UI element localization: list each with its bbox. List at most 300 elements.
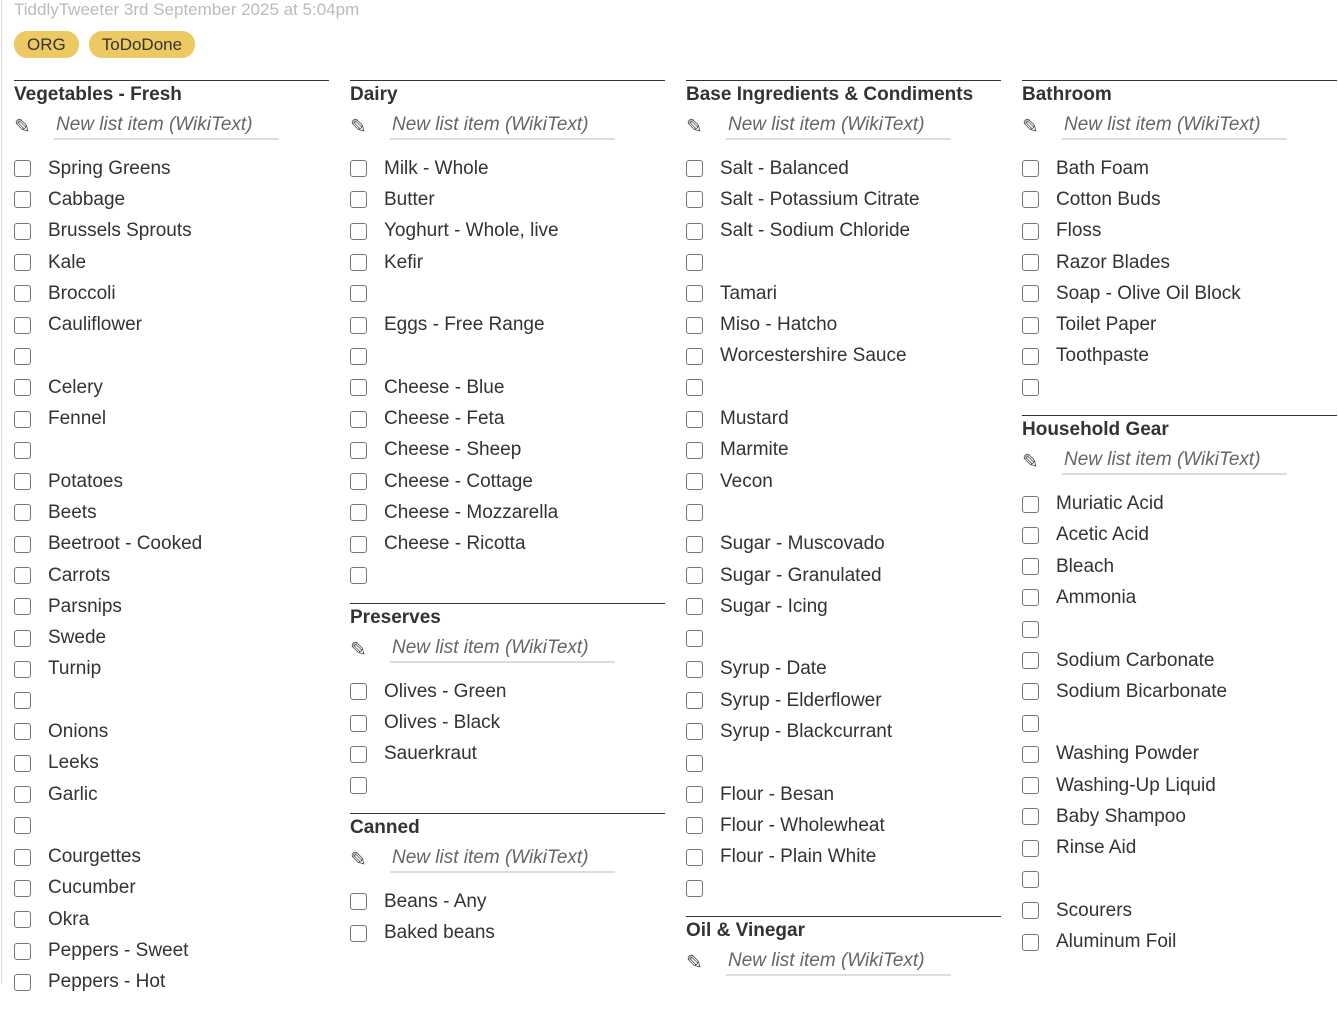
item-checkbox[interactable]	[1022, 589, 1039, 606]
list-item	[1022, 216, 1337, 247]
item-checkbox[interactable]	[686, 630, 703, 647]
item-label: Sugar - Granulated	[720, 564, 882, 586]
item-checkbox[interactable]	[350, 411, 367, 428]
item-label: Brussels Sprouts	[48, 220, 192, 242]
item-checkbox[interactable]	[350, 191, 367, 208]
item-checkbox[interactable]	[14, 692, 31, 709]
new-list-item-input[interactable]	[1062, 447, 1287, 475]
list-item	[1022, 247, 1337, 278]
checklist	[686, 145, 1001, 904]
list-item	[14, 904, 329, 935]
item-label: Salt - Sodium Chloride	[720, 220, 911, 242]
list-item	[14, 435, 329, 466]
list-item	[350, 153, 665, 184]
list-item	[686, 184, 1001, 215]
item-label: Cauliflower	[48, 314, 142, 336]
list-item	[1022, 739, 1337, 770]
item-label: Beets	[48, 501, 97, 523]
item-label: Olives - Black	[384, 712, 501, 734]
list-item	[1022, 707, 1337, 738]
item-label: Scourers	[1056, 899, 1133, 921]
new-item-row	[1022, 442, 1337, 480]
item-checkbox[interactable]	[686, 598, 703, 615]
item-checkbox[interactable]	[1022, 808, 1039, 825]
list-item	[14, 622, 329, 653]
item-checkbox[interactable]	[1022, 934, 1039, 951]
list-item	[350, 560, 665, 591]
checklist	[1022, 480, 1337, 957]
item-checkbox[interactable]	[350, 925, 367, 942]
item-label: Sauerkraut	[384, 743, 477, 765]
item-label: Cheese - Ricotta	[384, 533, 526, 555]
item-label: Sugar - Muscovado	[720, 533, 885, 555]
item-label: Bath Foam	[1056, 157, 1149, 179]
new-list-item-input[interactable]	[390, 845, 615, 873]
item-checkbox[interactable]	[14, 786, 31, 803]
item-checkbox[interactable]	[350, 379, 367, 396]
section-title: Bathroom	[1022, 84, 1112, 105]
item-checkbox[interactable]	[14, 849, 31, 866]
item-checkbox[interactable]	[14, 943, 31, 960]
list-column	[350, 80, 665, 961]
item-label: Flour - Wholewheat	[720, 814, 885, 836]
list-item	[686, 403, 1001, 434]
item-label: Sodium Carbonate	[1056, 649, 1215, 671]
list-item	[686, 622, 1001, 653]
item-checkbox[interactable]	[1022, 746, 1039, 763]
list-item	[1022, 801, 1337, 832]
list-column	[14, 80, 329, 1010]
list-item	[350, 372, 665, 403]
item-checkbox[interactable]	[350, 442, 367, 459]
list-item	[1022, 153, 1337, 184]
list-section-vegetables-fresh	[14, 80, 329, 998]
item-checkbox[interactable]	[350, 223, 367, 240]
item-checkbox[interactable]	[350, 777, 367, 794]
item-checkbox[interactable]	[1022, 902, 1039, 919]
item-label: Garlic	[48, 783, 98, 805]
list-section-canned	[350, 813, 665, 949]
new-item-row	[350, 107, 665, 145]
list-item	[1022, 309, 1337, 340]
list-item	[14, 685, 329, 716]
list-item	[686, 435, 1001, 466]
item-checkbox[interactable]	[350, 567, 367, 584]
item-checkbox[interactable]	[14, 442, 31, 459]
item-checkbox[interactable]	[14, 567, 31, 584]
item-label: Syrup - Elderflower	[720, 689, 882, 711]
list-item	[14, 341, 329, 372]
item-label: Mustard	[720, 408, 789, 430]
pencil-icon: ✎	[1022, 116, 1039, 138]
pencil-icon: ✎	[1022, 451, 1039, 474]
item-checkbox[interactable]	[686, 661, 703, 678]
item-label: Spring Greens	[48, 157, 171, 179]
item-checkbox[interactable]	[686, 880, 703, 897]
list-item	[686, 560, 1001, 591]
item-checkbox[interactable]	[350, 285, 367, 302]
item-label: Flour - Besan	[720, 783, 835, 805]
list-column	[1022, 80, 1337, 970]
item-checkbox[interactable]	[686, 379, 703, 396]
item-checkbox[interactable]	[14, 817, 31, 834]
list-item	[350, 739, 665, 770]
item-label: Baby Shampoo	[1056, 805, 1186, 827]
item-checkbox[interactable]	[686, 191, 703, 208]
item-checkbox[interactable]	[14, 755, 31, 772]
list-item	[14, 716, 329, 747]
list-item	[14, 748, 329, 779]
item-label: Butter	[384, 188, 435, 210]
section-title: Dairy	[350, 84, 398, 105]
new-item-row	[686, 107, 1001, 145]
pencil-icon: ✎	[350, 639, 367, 662]
list-item	[14, 873, 329, 904]
item-checkbox[interactable]	[686, 411, 703, 428]
new-item-row	[350, 840, 665, 878]
list-item	[1022, 927, 1337, 958]
list-item	[686, 216, 1001, 247]
tag-list	[14, 31, 195, 58]
list-item	[1022, 184, 1337, 215]
item-label: Peppers - Sweet	[48, 940, 189, 962]
list-item	[14, 810, 329, 841]
item-label: Milk - Whole	[384, 157, 489, 179]
list-item	[1022, 864, 1337, 895]
item-checkbox[interactable]	[14, 661, 31, 678]
item-label: Rinse Aid	[1056, 837, 1137, 859]
item-checkbox[interactable]	[686, 160, 703, 177]
item-label: Syrup - Blackcurrant	[720, 720, 893, 742]
item-label: Toothpaste	[1056, 345, 1149, 367]
new-list-item-input[interactable]	[390, 635, 615, 663]
item-label: Cheese - Mozzarella	[384, 501, 559, 523]
list-item	[350, 770, 665, 801]
list-item	[1022, 341, 1337, 372]
item-checkbox[interactable]	[1022, 379, 1039, 396]
item-checkbox[interactable]	[350, 893, 367, 910]
item-checkbox[interactable]	[1022, 496, 1039, 513]
item-label: Broccoli	[48, 282, 116, 304]
item-checkbox[interactable]	[686, 786, 703, 803]
item-checkbox[interactable]	[686, 723, 703, 740]
item-checkbox[interactable]	[686, 692, 703, 709]
list-item	[686, 654, 1001, 685]
tag-org[interactable]: ORG	[14, 31, 79, 58]
item-checkbox[interactable]	[14, 630, 31, 647]
item-checkbox[interactable]	[1022, 317, 1039, 334]
pencil-icon: ✎	[350, 849, 367, 872]
item-checkbox[interactable]	[14, 223, 31, 240]
list-item	[686, 466, 1001, 497]
item-checkbox[interactable]	[686, 473, 703, 490]
item-label: Cabbage	[48, 188, 126, 210]
new-list-item-input[interactable]	[1062, 112, 1287, 140]
item-checkbox[interactable]	[14, 411, 31, 428]
item-checkbox[interactable]	[686, 567, 703, 584]
item-checkbox[interactable]	[686, 504, 703, 521]
item-checkbox[interactable]	[686, 755, 703, 772]
item-label: Cheese - Cottage	[384, 470, 533, 492]
list-item	[14, 967, 329, 998]
item-checkbox[interactable]	[350, 473, 367, 490]
list-item	[14, 654, 329, 685]
list-item	[1022, 520, 1337, 551]
checklist	[350, 878, 665, 949]
item-label: Onions	[48, 720, 109, 742]
new-list-item-input[interactable]	[726, 112, 951, 140]
item-checkbox[interactable]	[14, 348, 31, 365]
list-item	[14, 278, 329, 309]
list-item	[350, 497, 665, 528]
item-checkbox[interactable]	[14, 160, 31, 177]
checklist	[14, 145, 329, 998]
section-title: Household Gear	[1022, 419, 1169, 441]
item-label: Soap - Olive Oil Block	[1056, 282, 1241, 304]
list-item	[14, 529, 329, 560]
item-label: Washing-Up Liquid	[1056, 774, 1216, 796]
item-label: Acetic Acid	[1056, 524, 1149, 546]
list-section-preserves	[350, 603, 665, 801]
tiddler-subtitle: TiddlyTweeter 3rd September 2025 at 5:04pm	[14, 0, 360, 19]
item-checkbox[interactable]	[14, 598, 31, 615]
item-checkbox[interactable]	[14, 254, 31, 271]
section-title: Canned	[350, 817, 420, 839]
item-checkbox[interactable]	[686, 817, 703, 834]
item-label: Cheese - Sheep	[384, 439, 522, 461]
new-item-row	[1022, 107, 1337, 145]
pencil-icon: ✎	[14, 116, 31, 138]
list-item	[686, 309, 1001, 340]
item-checkbox[interactable]	[1022, 777, 1039, 794]
item-label: Cheese - Blue	[384, 376, 505, 398]
item-checkbox[interactable]	[14, 536, 31, 553]
list-item	[686, 810, 1001, 841]
item-checkbox[interactable]	[1022, 871, 1039, 888]
list-item	[686, 341, 1001, 372]
new-list-item-input[interactable]	[726, 948, 951, 976]
item-checkbox[interactable]	[686, 254, 703, 271]
item-checkbox[interactable]	[1022, 840, 1039, 857]
item-checkbox[interactable]	[686, 348, 703, 365]
list-item	[14, 216, 329, 247]
item-checkbox[interactable]	[686, 223, 703, 240]
item-checkbox[interactable]	[350, 504, 367, 521]
list-item	[1022, 278, 1337, 309]
item-label: Aluminum Foil	[1056, 931, 1177, 953]
list-item	[14, 247, 329, 278]
list-item	[14, 372, 329, 403]
item-label: Ammonia	[1056, 586, 1137, 608]
list-item	[350, 216, 665, 247]
list-item	[686, 685, 1001, 716]
item-checkbox[interactable]	[14, 504, 31, 521]
list-item	[350, 529, 665, 560]
list-item	[686, 278, 1001, 309]
list-item	[686, 497, 1001, 528]
item-checkbox[interactable]	[350, 536, 367, 553]
item-checkbox[interactable]	[350, 160, 367, 177]
list-item	[1022, 895, 1337, 926]
new-item-row	[14, 107, 329, 145]
item-label: Washing Powder	[1056, 743, 1199, 765]
list-item	[686, 748, 1001, 779]
list-column	[686, 80, 1001, 1001]
item-checkbox[interactable]	[1022, 191, 1039, 208]
new-list-item-input[interactable]	[390, 112, 615, 140]
item-checkbox[interactable]	[1022, 527, 1039, 544]
list-item	[350, 918, 665, 949]
list-item	[14, 184, 329, 215]
item-checkbox[interactable]	[14, 974, 31, 991]
list-item	[686, 842, 1001, 873]
item-label: Kale	[48, 251, 87, 273]
list-section-base-ingredients-condiments	[686, 80, 1001, 904]
item-checkbox[interactable]	[686, 285, 703, 302]
item-label: Peppers - Hot	[48, 971, 166, 993]
item-label: Bleach	[1056, 555, 1115, 577]
list-item	[1022, 372, 1337, 403]
item-label: Worcestershire Sauce	[720, 345, 907, 367]
item-checkbox[interactable]	[350, 348, 367, 365]
list-item	[350, 707, 665, 738]
item-label: Marmite	[720, 439, 789, 461]
list-item	[350, 247, 665, 278]
item-label: Fennel	[48, 408, 107, 430]
item-label: Celery	[48, 376, 103, 398]
item-label: Beans - Any	[384, 890, 487, 912]
list-item	[1022, 770, 1337, 801]
item-checkbox[interactable]	[14, 317, 31, 334]
tag-tododone[interactable]: ToDoDone	[89, 31, 195, 58]
list-section-dairy	[350, 80, 665, 591]
item-checkbox[interactable]	[14, 191, 31, 208]
item-checkbox[interactable]	[1022, 254, 1039, 271]
item-label: Salt - Potassium Citrate	[720, 188, 920, 210]
item-checkbox[interactable]	[1022, 621, 1039, 638]
pencil-icon: ✎	[686, 952, 703, 975]
item-checkbox[interactable]	[350, 715, 367, 732]
item-label: Salt - Balanced	[720, 157, 849, 179]
checklist	[1022, 145, 1337, 403]
item-label: Yoghurt - Whole, live	[384, 220, 559, 242]
item-checkbox[interactable]	[14, 880, 31, 897]
item-label: Leeks	[48, 752, 99, 774]
item-label: Cheese - Feta	[384, 408, 505, 430]
item-label: Razor Blades	[1056, 251, 1171, 273]
item-label: Swede	[48, 627, 107, 649]
new-item-row	[350, 630, 665, 668]
list-item	[350, 309, 665, 340]
item-checkbox[interactable]	[686, 442, 703, 459]
item-label: Muriatic Acid	[1056, 493, 1164, 515]
list-item	[1022, 551, 1337, 582]
left-border	[1, 0, 2, 984]
item-checkbox[interactable]	[1022, 683, 1039, 700]
item-label: Eggs - Free Range	[384, 314, 545, 336]
item-label: Sodium Bicarbonate	[1056, 680, 1228, 702]
section-title: Vegetables - Fresh	[14, 84, 182, 105]
item-checkbox[interactable]	[686, 536, 703, 553]
list-item	[14, 560, 329, 591]
item-label: Parsnips	[48, 595, 122, 617]
item-checkbox[interactable]	[350, 746, 367, 763]
list-item	[1022, 645, 1337, 676]
item-checkbox[interactable]	[350, 254, 367, 271]
item-label: Toilet Paper	[1056, 314, 1157, 336]
list-item	[350, 341, 665, 372]
list-item	[1022, 488, 1337, 519]
item-checkbox[interactable]	[14, 723, 31, 740]
item-label: Carrots	[48, 564, 111, 586]
item-label: Syrup - Date	[720, 658, 827, 680]
list-item	[350, 886, 665, 917]
item-checkbox[interactable]	[14, 473, 31, 490]
list-item	[350, 435, 665, 466]
item-label: Sugar - Icing	[720, 595, 828, 617]
new-list-item-input[interactable]	[54, 112, 279, 140]
item-checkbox[interactable]	[686, 849, 703, 866]
list-item	[14, 153, 329, 184]
list-item	[14, 779, 329, 810]
list-item	[350, 278, 665, 309]
pencil-icon: ✎	[686, 116, 703, 138]
item-checkbox[interactable]	[1022, 715, 1039, 732]
item-checkbox[interactable]	[1022, 558, 1039, 575]
item-checkbox[interactable]	[14, 911, 31, 928]
item-label: Kefir	[384, 251, 424, 273]
item-label: Cotton Buds	[1056, 188, 1161, 210]
list-item	[686, 153, 1001, 184]
item-checkbox[interactable]	[14, 379, 31, 396]
item-checkbox[interactable]	[350, 317, 367, 334]
item-label: Miso - Hatcho	[720, 314, 838, 336]
list-item	[1022, 676, 1337, 707]
item-label: Baked beans	[384, 922, 495, 944]
item-checkbox[interactable]	[1022, 652, 1039, 669]
item-checkbox[interactable]	[1022, 285, 1039, 302]
item-label: Okra	[48, 908, 90, 930]
list-item	[1022, 614, 1337, 645]
item-checkbox[interactable]	[1022, 160, 1039, 177]
item-checkbox[interactable]	[686, 317, 703, 334]
item-checkbox[interactable]	[14, 285, 31, 302]
item-checkbox[interactable]	[1022, 223, 1039, 240]
section-title: Preserves	[350, 607, 441, 629]
list-item	[686, 779, 1001, 810]
list-item	[1022, 582, 1337, 613]
list-item	[350, 184, 665, 215]
item-label: Floss	[1056, 220, 1102, 242]
list-item	[14, 497, 329, 528]
list-item	[350, 403, 665, 434]
item-label: Tamari	[720, 282, 778, 304]
new-item-row	[686, 943, 1001, 981]
item-label: Flour - Plain White	[720, 846, 877, 868]
item-label: Beetroot - Cooked	[48, 533, 203, 555]
item-label: Cucumber	[48, 877, 136, 899]
list-item	[686, 372, 1001, 403]
item-checkbox[interactable]	[350, 683, 367, 700]
item-label: Courgettes	[48, 846, 141, 868]
list-section-bathroom	[1022, 80, 1337, 403]
item-checkbox[interactable]	[1022, 348, 1039, 365]
list-item	[686, 873, 1001, 904]
pencil-icon: ✎	[350, 116, 367, 138]
item-label: Turnip	[48, 658, 102, 680]
list-section-oil-vinegar	[686, 916, 1001, 989]
list-item	[14, 466, 329, 497]
